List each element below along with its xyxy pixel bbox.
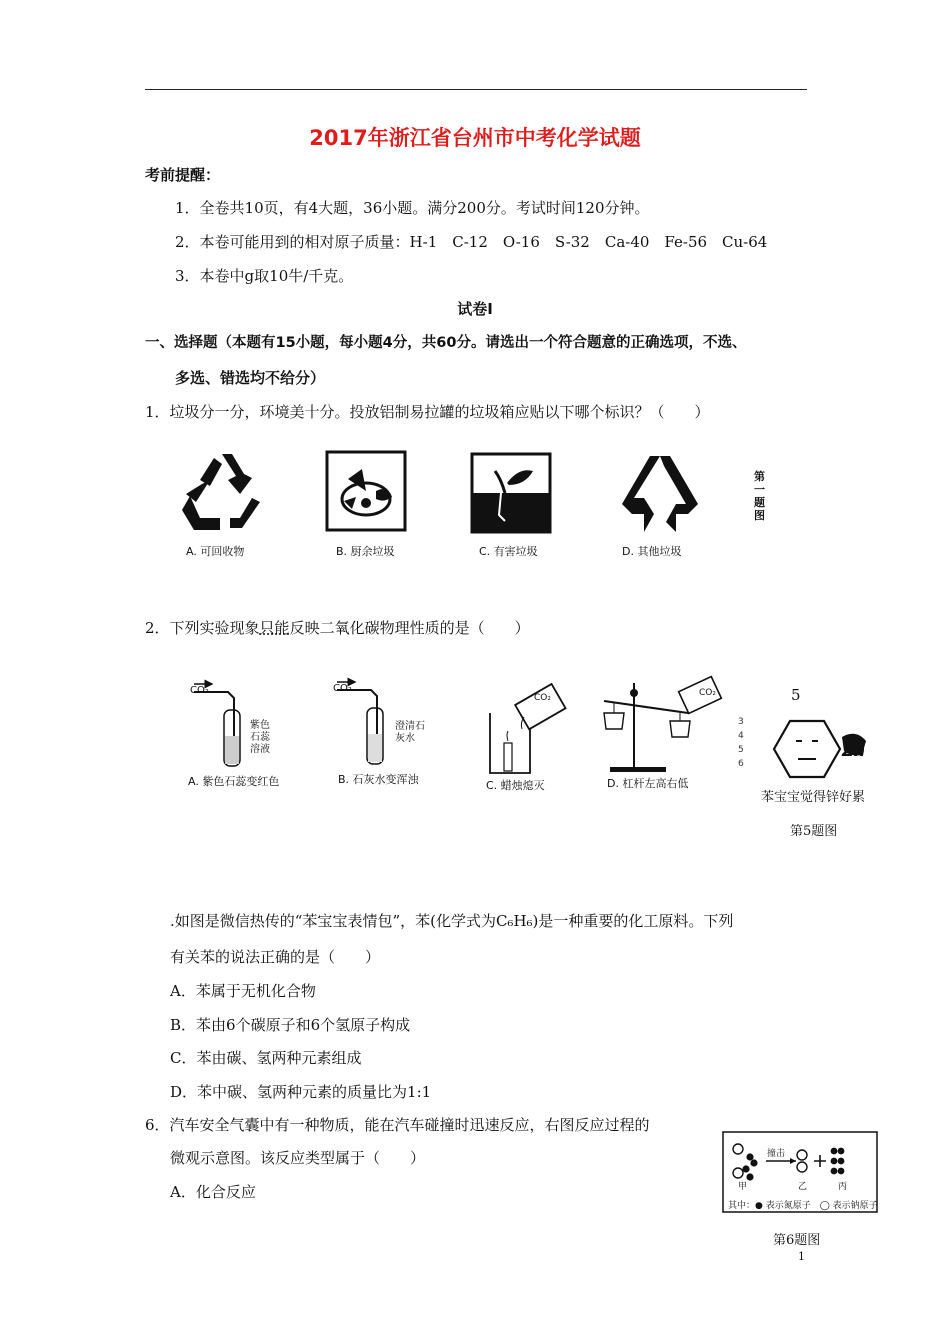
q2-stem-before: 2．下列实验现象 bbox=[145, 619, 260, 637]
q2-option-b: B. 石灰水变浑浊 bbox=[338, 773, 419, 786]
q5-stem-line1: .如图是微信热传的“苯宝宝表情包”，苯(化学式为C₆H₆)是一种重要的化工原料。下列 bbox=[170, 912, 734, 930]
part1-heading-line1: 一、选择题（本题有15小题，每小题4分，共60分。请选出一个符合题意的正确选项，不选、 bbox=[145, 335, 747, 351]
q6-figure-label: 第6题图 bbox=[773, 1233, 821, 1248]
q5-option-c: C．苯由碳、氢两种元素组成 bbox=[170, 1049, 362, 1067]
q1-figure-label: 第一题图 bbox=[754, 470, 765, 522]
q2-option-a: A. 紫色石蕊变红色 bbox=[188, 775, 280, 788]
q2-option-c: C. 蜡烛熄灭 bbox=[486, 779, 545, 792]
q2-b-liquid-label: 澄清石灰水 bbox=[395, 721, 425, 744]
q5-figure-side-text: 3 4 5 6 bbox=[738, 717, 744, 769]
q2-d-co2-label: CO₂ bbox=[699, 688, 716, 698]
q2-stem-emphasis: 只能 bbox=[259, 619, 290, 637]
q5-option-b: B．苯由6个碳原子和6个氢原子构成 bbox=[170, 1016, 411, 1034]
q5-stem-line2: 有关苯的说法正确的是（ ） bbox=[170, 948, 381, 966]
q2-a-liquid-label: 紫色石蕊溶液 bbox=[250, 720, 270, 755]
q2-c-co2-label: CO₂ bbox=[534, 693, 551, 703]
q2-b-co2-label: CO₂ bbox=[333, 683, 352, 694]
section-title: 试卷Ⅰ bbox=[457, 300, 493, 318]
part1-heading-line2: 多选、错选均不给分） bbox=[175, 369, 326, 387]
q1-option-d: D. 其他垃圾 bbox=[622, 545, 682, 558]
exam-title: 2017年浙江省台州市中考化学试题 bbox=[309, 126, 641, 150]
q6-arrow-label: 撞击 bbox=[767, 1149, 786, 1159]
q6-stem-line1: 6．汽车安全气囊中有一种物质，能在汽车碰撞时迅速反应，右图反应过程的 bbox=[145, 1116, 650, 1134]
q2-b-test-tube bbox=[333, 678, 403, 768]
q6-name-yi: 乙 bbox=[798, 1182, 808, 1192]
other-waste-icon bbox=[618, 452, 703, 534]
q6-name-bing: 丙 bbox=[838, 1182, 848, 1192]
notice-item-1: 1．全卷共10页，有4大题，36小题。满分200分。考试时间120分钟。 bbox=[175, 199, 650, 217]
q2-c-candle-beaker bbox=[480, 683, 570, 778]
q5-option-a: A．苯属于无机化合物 bbox=[170, 982, 316, 1000]
q5-image-caption: 苯宝宝觉得锌好累 bbox=[761, 790, 866, 805]
q1-stem: 1．垃圾分一分，环境美十分。投放铝制易拉罐的垃圾箱应贴以下哪个标识？（ ） bbox=[145, 403, 710, 421]
q1-option-b: B. 厨余垃圾 bbox=[336, 545, 395, 558]
q6-name-jia: 甲 bbox=[738, 1182, 748, 1192]
notice-item-2: 2．本卷可能用到的相对原子质量：H-1 C-12 O-16 S-32 Ca-40 Fe-56 Cu-64 bbox=[175, 233, 768, 251]
notice-heading: 考前提醒： bbox=[145, 166, 221, 184]
q5-option-d: D．苯中碳、氢两种元素的质量比为1:1 bbox=[170, 1083, 432, 1101]
q5-figure-label: 第5题图 bbox=[790, 824, 838, 839]
q6-option-a: A．化合反应 bbox=[170, 1183, 256, 1201]
page-number: 1 bbox=[798, 1250, 805, 1263]
food-waste-icon bbox=[326, 451, 406, 531]
q2-stem bbox=[145, 617, 530, 638]
q1-option-a: A. 可回收物 bbox=[186, 545, 245, 558]
q5-figure-number: 5 bbox=[791, 686, 801, 704]
hazardous-waste-icon bbox=[471, 453, 551, 533]
q6-stem-line2: 微观示意图。该反应类型属于（ ） bbox=[170, 1149, 426, 1167]
notice-item-3: 3．本卷中g取10牛/千克。 bbox=[175, 267, 354, 285]
recycle-icon bbox=[180, 450, 265, 535]
zn-symbol: Zn bbox=[842, 741, 865, 760]
header-rule bbox=[145, 89, 807, 90]
q6-legend: 其中：● 表示氮原子 ◯ 表示钠原子 bbox=[728, 1201, 878, 1211]
q1-option-c: C. 有害垃圾 bbox=[479, 545, 538, 558]
q2-option-d: D. 杠杆左高右低 bbox=[607, 777, 689, 790]
q2-stem-after: 反映二氧化碳物理性质的是（ ） bbox=[289, 619, 530, 637]
q2-a-co2-label: CO₂ bbox=[190, 685, 209, 696]
